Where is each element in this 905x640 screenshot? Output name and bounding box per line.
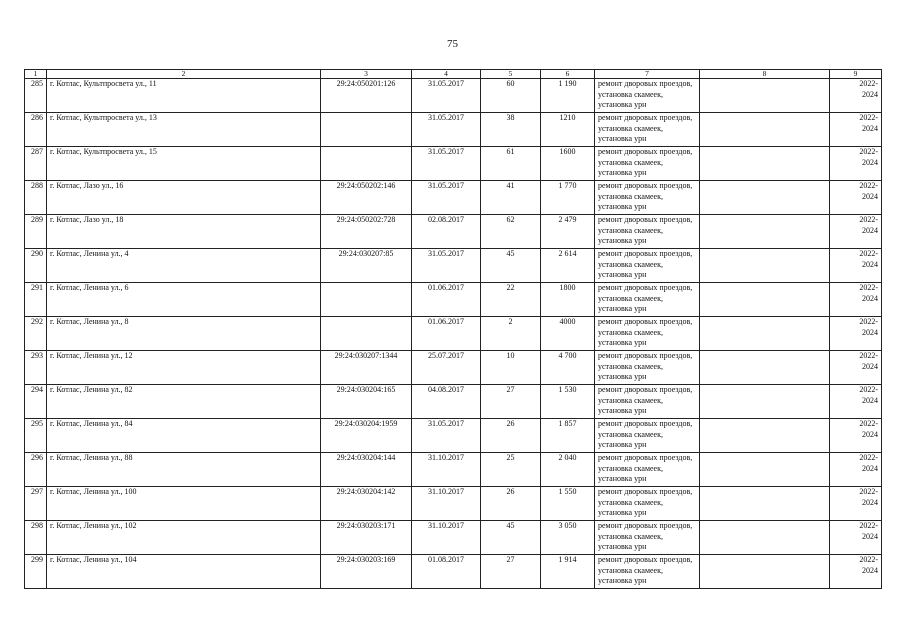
period-cell (830, 113, 882, 147)
period-cell (830, 419, 882, 453)
row-number: 289 (25, 215, 47, 249)
area-cell: 2 479 (541, 215, 595, 249)
period-start: 2022- (859, 215, 878, 224)
period-cell (830, 385, 882, 419)
period-end: 2024 (862, 123, 878, 133)
period-end: 2024 (862, 531, 878, 541)
note-cell (700, 147, 830, 181)
period-end: 2024 (862, 89, 878, 99)
area-cell: 2 614 (541, 249, 595, 283)
table-body (25, 79, 882, 589)
quantity-cell: 2 (481, 317, 541, 351)
date-cell: 31.10.2017 (412, 487, 481, 521)
period-cell (830, 147, 882, 181)
address-cell: г. Котлас, Ленина ул., 4 (47, 249, 321, 283)
table-row (25, 215, 882, 249)
area-cell: 2 040 (541, 453, 595, 487)
address-cell: г. Котлас, Ленина ул., 100 (47, 487, 321, 521)
row-number: 296 (25, 453, 47, 487)
period-cell (830, 181, 882, 215)
note-cell (700, 317, 830, 351)
period-cell (830, 79, 882, 113)
quantity-cell: 10 (481, 351, 541, 385)
cadastral-number-cell: 29:24:050202:728 (321, 215, 412, 249)
quantity-cell: 27 (481, 385, 541, 419)
cadastral-number-cell: 29:24:030204:165 (321, 385, 412, 419)
area-cell: 1210 (541, 113, 595, 147)
address-cell: г. Котлас, Ленина ул., 84 (47, 419, 321, 453)
area-cell: 1600 (541, 147, 595, 181)
row-number: 297 (25, 487, 47, 521)
area-cell: 1800 (541, 283, 595, 317)
quantity-cell: 60 (481, 79, 541, 113)
period-end: 2024 (862, 395, 878, 405)
period-start: 2022- (859, 79, 878, 88)
cadastral-number-cell (321, 317, 412, 351)
table-row (25, 385, 882, 419)
period-end: 2024 (862, 497, 878, 507)
quantity-cell: 45 (481, 521, 541, 555)
cadastral-number-cell: 29:24:030204:1959 (321, 419, 412, 453)
table-row (25, 249, 882, 283)
period-end: 2024 (862, 327, 878, 337)
period-cell (830, 215, 882, 249)
row-number: 291 (25, 283, 47, 317)
quantity-cell: 26 (481, 487, 541, 521)
period-start: 2022- (859, 419, 878, 428)
cadastral-number-cell: 29:24:030207:1344 (321, 351, 412, 385)
column-header-4: 4 (412, 70, 481, 79)
period-start: 2022- (859, 181, 878, 190)
column-header-3: 3 (321, 70, 412, 79)
period-cell (830, 351, 882, 385)
cadastral-number-cell: 29:24:030204:142 (321, 487, 412, 521)
period-start: 2022- (859, 521, 878, 530)
row-number: 290 (25, 249, 47, 283)
period-cell (830, 283, 882, 317)
cadastral-number-cell (321, 113, 412, 147)
quantity-cell: 61 (481, 147, 541, 181)
address-cell: г. Котлас, Лазо ул., 16 (47, 181, 321, 215)
period-end: 2024 (862, 293, 878, 303)
period-start: 2022- (859, 453, 878, 462)
row-number: 288 (25, 181, 47, 215)
period-start: 2022- (859, 385, 878, 394)
period-cell (830, 555, 882, 589)
area-cell: 4000 (541, 317, 595, 351)
date-cell: 31.05.2017 (412, 113, 481, 147)
address-cell: г. Котлас, Культпросвета ул., 13 (47, 113, 321, 147)
date-cell: 01.06.2017 (412, 283, 481, 317)
period-start: 2022- (859, 555, 878, 564)
date-cell: 01.08.2017 (412, 555, 481, 589)
period-start: 2022- (859, 283, 878, 292)
works-cell: ремонт дворовых проездов, установка скамеек, установка урн (595, 147, 700, 181)
register-table (24, 69, 882, 589)
works-cell: ремонт дворовых проездов, установка скамеек, установка урн (595, 249, 700, 283)
table-row (25, 113, 882, 147)
note-cell (700, 283, 830, 317)
address-cell: г. Котлас, Ленина ул., 8 (47, 317, 321, 351)
cadastral-number-cell: 29:24:030203:171 (321, 521, 412, 555)
quantity-cell: 41 (481, 181, 541, 215)
period-cell (830, 249, 882, 283)
address-cell: г. Котлас, Лазо ул., 18 (47, 215, 321, 249)
cadastral-number-cell (321, 147, 412, 181)
date-cell: 31.05.2017 (412, 419, 481, 453)
cadastral-number-cell: 29:24:030207:85 (321, 249, 412, 283)
row-number: 298 (25, 521, 47, 555)
row-number: 299 (25, 555, 47, 589)
works-cell: ремонт дворовых проездов, установка скамеек, установка урн (595, 419, 700, 453)
date-cell: 01.06.2017 (412, 317, 481, 351)
period-end: 2024 (862, 429, 878, 439)
address-cell: г. Котлас, Культпросвета ул., 11 (47, 79, 321, 113)
area-cell: 1 770 (541, 181, 595, 215)
period-start: 2022- (859, 351, 878, 360)
row-number: 294 (25, 385, 47, 419)
works-cell: ремонт дворовых проездов, установка скамеек, установка урн (595, 113, 700, 147)
row-number: 286 (25, 113, 47, 147)
period-start: 2022- (859, 147, 878, 156)
area-cell: 1 550 (541, 487, 595, 521)
column-header-6: 6 (541, 70, 595, 79)
period-cell (830, 453, 882, 487)
column-header-9: 9 (830, 70, 882, 79)
quantity-cell: 45 (481, 249, 541, 283)
quantity-cell: 62 (481, 215, 541, 249)
period-start: 2022- (859, 487, 878, 496)
works-cell: ремонт дворовых проездов, установка скамеек, установка урн (595, 487, 700, 521)
works-cell: ремонт дворовых проездов, установка скамеек, установка урн (595, 79, 700, 113)
area-cell: 1 914 (541, 555, 595, 589)
area-cell: 1 857 (541, 419, 595, 453)
column-header-1: 1 (25, 70, 47, 79)
note-cell (700, 555, 830, 589)
row-number: 295 (25, 419, 47, 453)
period-start: 2022- (859, 113, 878, 122)
note-cell (700, 419, 830, 453)
period-end: 2024 (862, 259, 878, 269)
note-cell (700, 385, 830, 419)
cadastral-number-cell (321, 283, 412, 317)
row-number: 293 (25, 351, 47, 385)
works-cell: ремонт дворовых проездов, установка скамеек, установка урн (595, 317, 700, 351)
table-row (25, 351, 882, 385)
column-header-8: 8 (700, 70, 830, 79)
works-cell: ремонт дворовых проездов, установка скамеек, установка урн (595, 521, 700, 555)
quantity-cell: 22 (481, 283, 541, 317)
period-start: 2022- (859, 317, 878, 326)
table-row (25, 181, 882, 215)
works-cell: ремонт дворовых проездов, установка скамеек, установка урн (595, 555, 700, 589)
address-cell: г. Котлас, Ленина ул., 82 (47, 385, 321, 419)
table-row (25, 521, 882, 555)
header-row (25, 70, 882, 79)
period-end: 2024 (862, 225, 878, 235)
quantity-cell: 25 (481, 453, 541, 487)
period-cell (830, 317, 882, 351)
address-cell: г. Котлас, Ленина ул., 6 (47, 283, 321, 317)
works-cell: ремонт дворовых проездов, установка скамеек, установка урн (595, 385, 700, 419)
table-row (25, 147, 882, 181)
note-cell (700, 521, 830, 555)
date-cell: 31.10.2017 (412, 453, 481, 487)
period-end: 2024 (862, 463, 878, 473)
date-cell: 31.05.2017 (412, 249, 481, 283)
works-cell: ремонт дворовых проездов, установка скамеек, установка урн (595, 215, 700, 249)
date-cell: 31.05.2017 (412, 147, 481, 181)
table-row (25, 555, 882, 589)
note-cell (700, 113, 830, 147)
table-row (25, 283, 882, 317)
note-cell (700, 453, 830, 487)
period-end: 2024 (862, 191, 878, 201)
date-cell: 31.05.2017 (412, 181, 481, 215)
area-cell: 4 700 (541, 351, 595, 385)
address-cell: г. Котлас, Ленина ул., 12 (47, 351, 321, 385)
table-row (25, 317, 882, 351)
quantity-cell: 26 (481, 419, 541, 453)
row-number: 287 (25, 147, 47, 181)
area-cell: 1 530 (541, 385, 595, 419)
date-cell: 02.08.2017 (412, 215, 481, 249)
column-header-7: 7 (595, 70, 700, 79)
area-cell: 3 050 (541, 521, 595, 555)
period-end: 2024 (862, 565, 878, 575)
period-cell (830, 487, 882, 521)
cadastral-number-cell: 29:24:050201:126 (321, 79, 412, 113)
note-cell (700, 351, 830, 385)
works-cell: ремонт дворовых проездов, установка скамеек, установка урн (595, 453, 700, 487)
works-cell: ремонт дворовых проездов, установка скамеек, установка урн (595, 351, 700, 385)
quantity-cell: 38 (481, 113, 541, 147)
period-start: 2022- (859, 249, 878, 258)
date-cell: 31.10.2017 (412, 521, 481, 555)
note-cell (700, 249, 830, 283)
row-number: 285 (25, 79, 47, 113)
area-cell: 1 190 (541, 79, 595, 113)
cadastral-number-cell: 29:24:050202:146 (321, 181, 412, 215)
table-row (25, 487, 882, 521)
address-cell: г. Котлас, Ленина ул., 88 (47, 453, 321, 487)
address-cell: г. Котлас, Ленина ул., 104 (47, 555, 321, 589)
column-header-2: 2 (47, 70, 321, 79)
row-number: 292 (25, 317, 47, 351)
table-row (25, 453, 882, 487)
note-cell (700, 181, 830, 215)
works-cell: ремонт дворовых проездов, установка скамеек, установка урн (595, 181, 700, 215)
period-end: 2024 (862, 361, 878, 371)
note-cell (700, 215, 830, 249)
table-row (25, 419, 882, 453)
table-row (25, 79, 882, 113)
date-cell: 31.05.2017 (412, 79, 481, 113)
note-cell (700, 487, 830, 521)
address-cell: г. Котлас, Ленина ул., 102 (47, 521, 321, 555)
date-cell: 25.07.2017 (412, 351, 481, 385)
quantity-cell: 27 (481, 555, 541, 589)
cadastral-number-cell: 29:24:030204:144 (321, 453, 412, 487)
period-end: 2024 (862, 157, 878, 167)
works-cell: ремонт дворовых проездов, установка скамеек, установка урн (595, 283, 700, 317)
cadastral-number-cell: 29:24:030203:169 (321, 555, 412, 589)
page-number: 75 (447, 38, 458, 50)
period-cell (830, 521, 882, 555)
note-cell (700, 79, 830, 113)
column-header-5: 5 (481, 70, 541, 79)
address-cell: г. Котлас, Культпросвета ул., 15 (47, 147, 321, 181)
date-cell: 04.08.2017 (412, 385, 481, 419)
